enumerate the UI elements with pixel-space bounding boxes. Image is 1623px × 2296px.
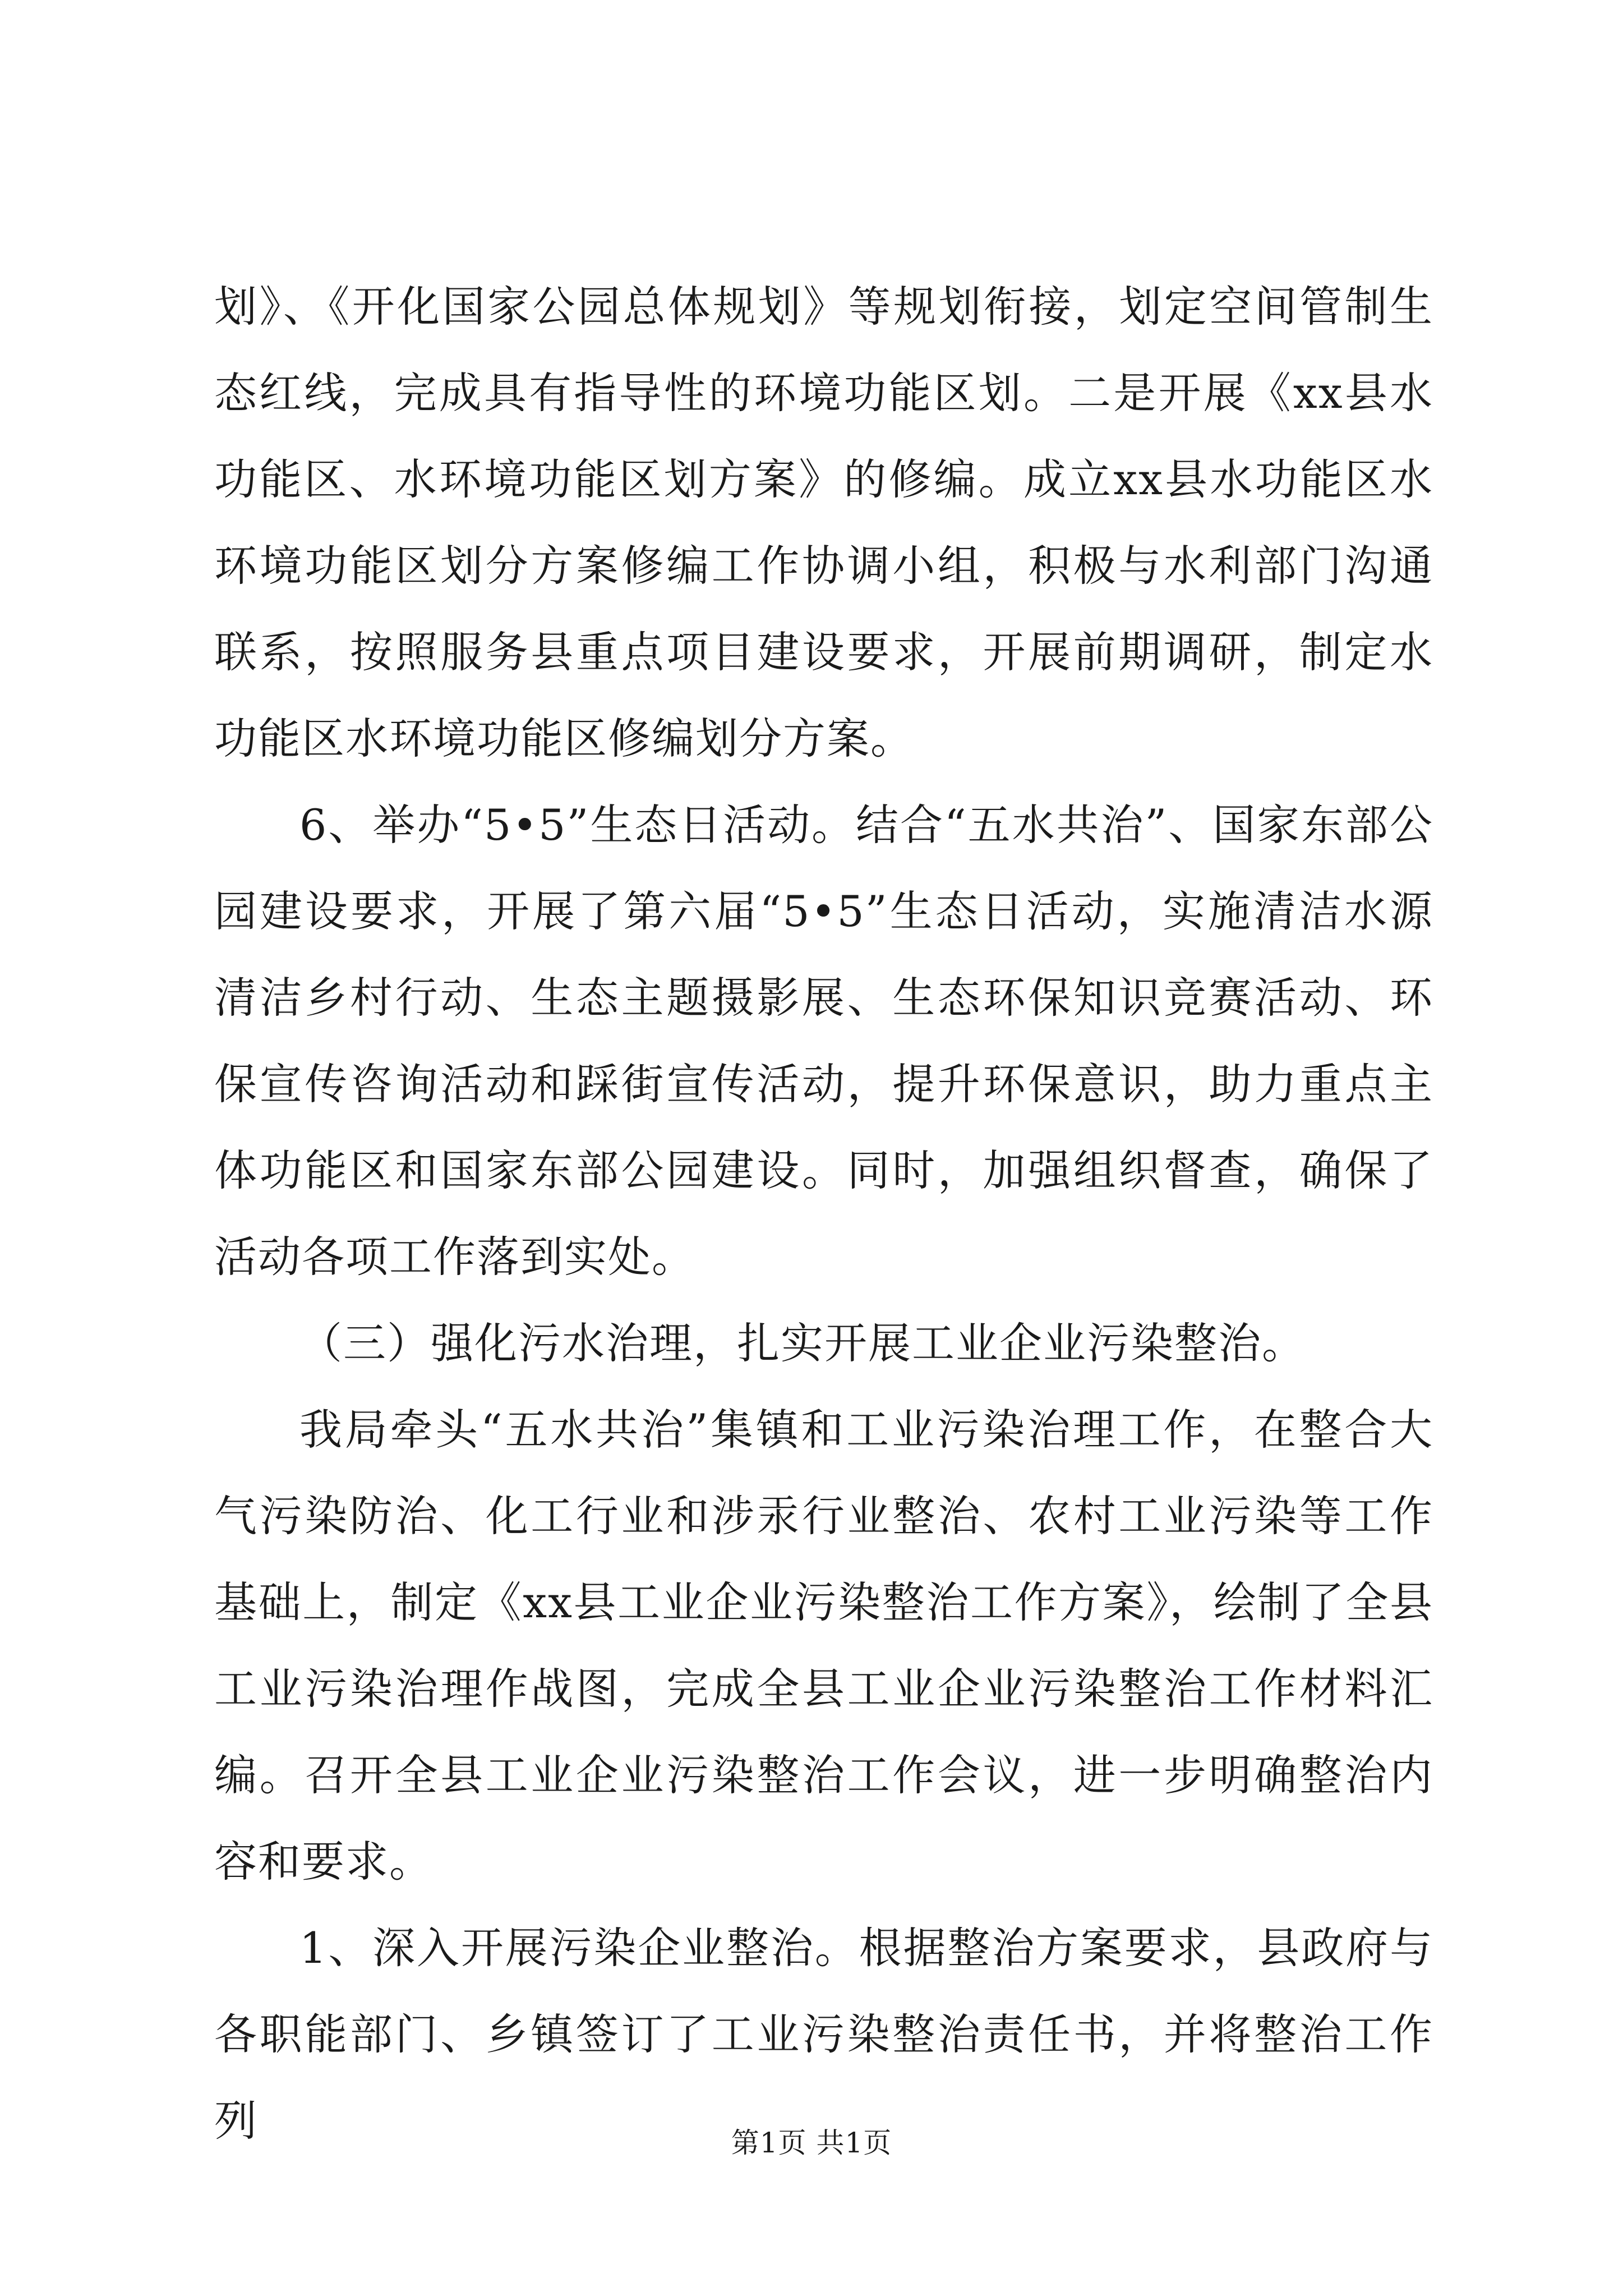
paragraph-industrial-pollution: 我局牵头“五水共治”集镇和工业污染治理工作，在整合大气污染防治、化工行业和涉汞行业整治、农村工业污染等工作基础上，制定《xx县工业企业污染整治工作方案》，绘制了全县工业污染治理作战图，完成全县工业企业污染整治工作材料汇编。召开全县工业企业污染整治工作会议，进一步明确整治内容和要求。 [214,1405,1433,1887]
page-number-label: 第1页 共1页 [731,2127,892,2159]
paragraph-ecology-day: 6、举办“5•5”生态日活动。结合“五水共治”、国家东部公园建设要求，开展了第六届“5•5”生态日活动，实施清洁水源清洁乡村行动、生态主题摄影展、生态环保知识竞赛活动、环保宣传咨询活动和踩街宣传活动，提升环保意识，助力重点主体功能区和国家东部公园建设。同时，加强组织督查，确保了活动各项工作落到实处。 [214,800,1433,1282]
paragraph-enterprise-rectification: 1、深入开展污染企业整治。根据整治方案要求，县政府与各职能部门、乡镇签订了工业污染整治责任书，并将整治工作列 [214,1923,1433,2146]
document-body [214,264,1433,2164]
section-heading-sewage-treatment: （三）强化污水治理，扎实开展工业企业污染整治。 [299,1318,1306,1368]
paragraph-continued-planning: 划》、《开化国家公园总体规划》等规划衔接，划定空间管制生态红线，完成具有指导性的环境功能区划。二是开展《xx县水功能区、水环境功能区划方案》的修编。成立xx县水功能区水环境功能区划分方案修编工作协调小组，积极与水利部门沟通联系，按照服务县重点项目建设要求，开展前期调研，制定水功能区水环境功能区修编划分方案。 [214,282,1433,763]
page-footer [0,2123,1623,2162]
